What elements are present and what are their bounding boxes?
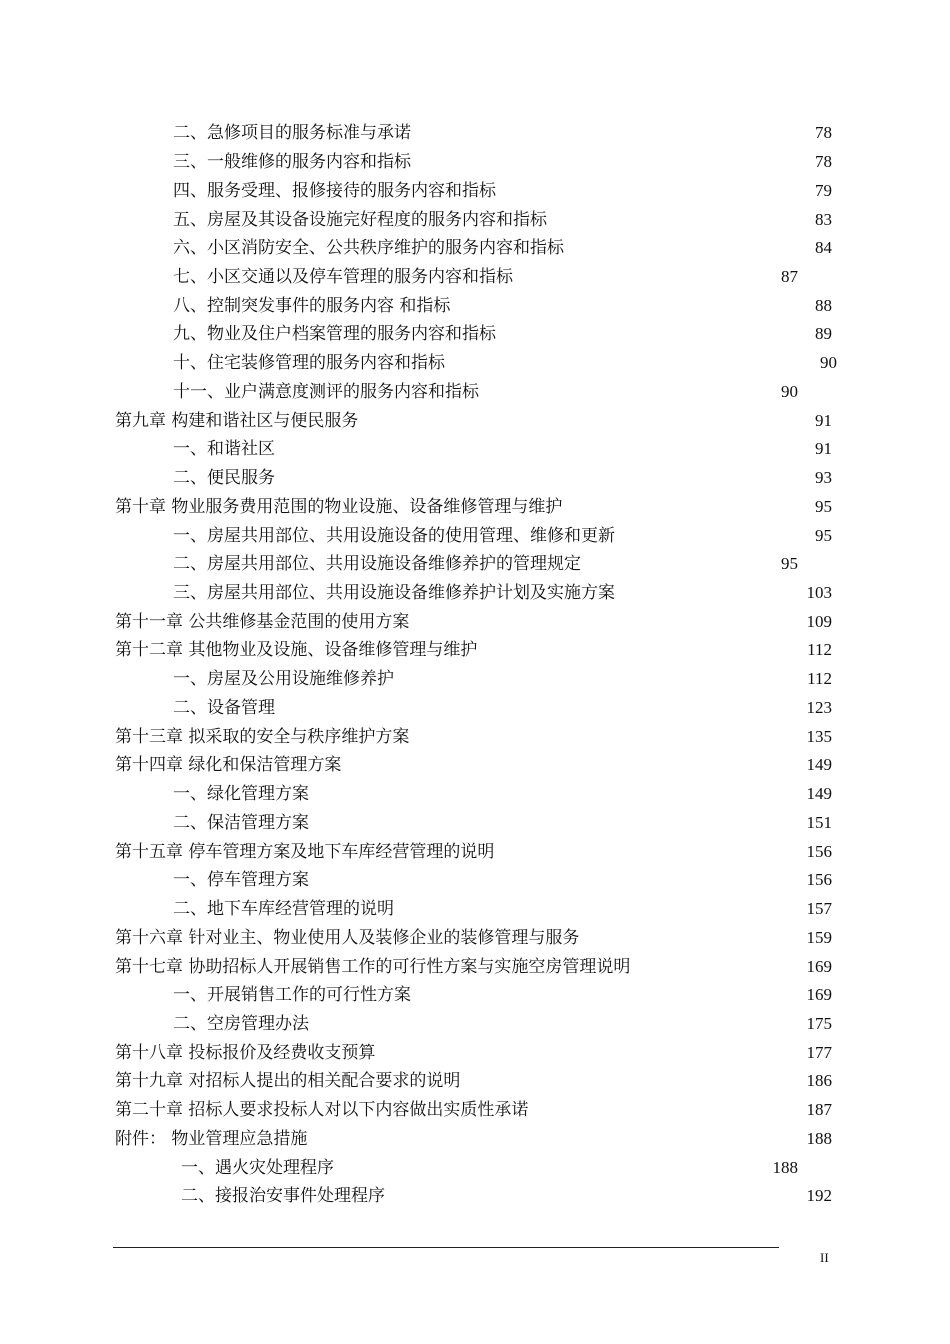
toc-entry-page: 135 [806, 727, 832, 746]
toc-entry[interactable] [0, 579, 950, 607]
toc-entry-title: 二、空房管理办法 [173, 1014, 309, 1034]
toc-entry-page: 149 [806, 755, 832, 774]
toc-entry-title: 第十一章 公共维修基金范围的使用方案 [115, 612, 410, 632]
toc-entry-page: 95 [815, 526, 832, 545]
toc-entry[interactable] [0, 895, 950, 923]
toc-entry-title: 十一、业户满意度测评的服务内容和指标 [173, 382, 479, 402]
toc-entry-page: 177 [806, 1043, 832, 1062]
toc-entry-page: 84 [815, 238, 832, 257]
toc-entry-title: 三、房屋共用部位、共用设施设备维修养护计划及实施方案 [173, 583, 615, 603]
toc-entry-title: 第十九章 对招标人提出的相关配合要求的说明 [115, 1071, 461, 1091]
toc-entry-page: 169 [806, 957, 832, 976]
toc-entry[interactable] [0, 636, 950, 664]
toc-entry[interactable] [0, 694, 950, 722]
toc-entry[interactable] [0, 435, 950, 463]
toc-entry[interactable] [0, 780, 950, 808]
toc-entry-page: 112 [807, 640, 832, 659]
toc-entry[interactable] [0, 119, 950, 147]
toc-entry[interactable] [0, 263, 950, 291]
toc-entry-title: 九、物业及住户档案管理的服务内容和指标 [173, 324, 496, 344]
toc-entry-page: 112 [807, 669, 832, 688]
toc-entry-page: 90 [820, 353, 837, 372]
toc-entry[interactable] [0, 292, 950, 320]
toc-entry-title: 八、控制突发事件的服务内容 和指标 [173, 296, 451, 316]
toc-entry-title: 二、接报治安事件处理程序 [181, 1186, 385, 1206]
page-number: II [820, 1250, 829, 1265]
toc-entry[interactable] [0, 234, 950, 262]
toc-entry-page: 90 [781, 382, 798, 401]
toc-entry-page: 169 [806, 985, 832, 1004]
toc-entry-page: 188 [772, 1158, 798, 1177]
toc-entry-page: 83 [815, 210, 832, 229]
toc-entry-page: 78 [815, 152, 832, 171]
toc-entry-page: 103 [806, 583, 832, 602]
toc-entry-title: 一、房屋及公用设施维修养护 [173, 669, 394, 689]
toc-entry-page: 78 [815, 123, 832, 142]
toc-entry-title: 第十六章 针对业主、物业使用人及装修企业的装修管理与服务 [115, 928, 580, 948]
toc-entry-title: 一、遇火灾处理程序 [181, 1158, 334, 1178]
toc-entry-page: 95 [781, 554, 798, 573]
toc-entry-title: 二、房屋共用部位、共用设施设备维修养护的管理规定 [173, 554, 581, 574]
toc-entry-page: 192 [806, 1186, 832, 1205]
toc-entry[interactable] [0, 1010, 950, 1038]
toc-entry-page: 89 [815, 324, 832, 343]
toc-entry-page: 79 [815, 181, 832, 200]
toc-entry[interactable] [0, 1067, 950, 1095]
toc-entry-page: 187 [806, 1100, 832, 1119]
toc-entry[interactable] [0, 464, 950, 492]
toc-entry-page: 159 [806, 928, 832, 947]
toc-entry-page: 188 [806, 1129, 832, 1148]
toc-entry-page: 157 [806, 899, 832, 918]
toc-entry-title: 一、房屋共用部位、共用设施设备的使用管理、维修和更新 [173, 526, 615, 546]
toc-entry[interactable] [0, 349, 950, 377]
toc-entry-title: 二、便民服务 [173, 468, 275, 488]
toc-entry-title: 二、保洁管理方案 [173, 813, 309, 833]
toc-entry[interactable] [0, 1039, 950, 1067]
toc-entry-page: 91 [815, 439, 832, 458]
toc-entry-page: 93 [815, 468, 832, 487]
toc-entry-title: 第十四章 绿化和保洁管理方案 [115, 755, 342, 775]
toc-entry[interactable] [0, 838, 950, 866]
toc-entry[interactable] [0, 206, 950, 234]
toc-entry[interactable] [0, 751, 950, 779]
toc-entry[interactable] [0, 522, 950, 550]
toc-entry[interactable] [0, 723, 950, 751]
toc-entry-title: 第十章 物业服务费用范围的物业设施、设备维修管理与维护 [115, 497, 563, 517]
toc-entry-title: 第十七章 协助招标人开展销售工作的可行性方案与实施空房管理说明 [115, 957, 631, 977]
toc-entry-title: 五、房屋及其设备设施完好程度的服务内容和指标 [173, 210, 547, 230]
toc-entry-page: 87 [781, 267, 798, 286]
toc-entry-title: 十、住宅装修管理的服务内容和指标 [173, 353, 445, 373]
toc-entry-page: 123 [806, 698, 832, 717]
toc-entry-title: 第十八章 投标报价及经费收支预算 [115, 1043, 376, 1063]
toc-entry[interactable] [0, 981, 950, 1009]
toc-entry[interactable] [0, 1125, 950, 1153]
toc-entry-title: 一、停车管理方案 [173, 870, 309, 890]
toc-entry-title: 三、一般维修的服务内容和指标 [173, 152, 411, 172]
toc-entry[interactable] [0, 1154, 950, 1182]
toc-entry[interactable] [0, 953, 950, 981]
toc-entry[interactable] [0, 320, 950, 348]
toc-entry-title: 一、绿化管理方案 [173, 784, 309, 804]
toc-entry-page: 95 [815, 497, 832, 516]
toc-entry-title: 二、设备管理 [173, 698, 275, 718]
toc-entry-title: 第十五章 停车管理方案及地下车库经营管理的说明 [115, 842, 495, 862]
toc-entry-title: 第十二章 其他物业及设施、设备维修管理与维护 [115, 640, 478, 660]
toc-entry[interactable] [0, 866, 950, 894]
toc-entry-title: 二、急修项目的服务标准与承诺 [173, 123, 411, 143]
toc-entry-page: 91 [815, 411, 832, 430]
toc-entry[interactable] [0, 177, 950, 205]
toc-entry-title: 一、和谐社区 [173, 439, 275, 459]
toc-entry[interactable] [0, 1182, 950, 1210]
toc-entry-title: 七、小区交通以及停车管理的服务内容和指标 [173, 267, 513, 287]
footer-divider [113, 1247, 779, 1248]
toc-entry-title: 附件： 物业管理应急措施 [115, 1129, 308, 1149]
toc-entry-page: 156 [806, 870, 832, 889]
toc-entry[interactable] [0, 665, 950, 693]
toc-entry-title: 六、小区消防安全、公共秩序维护的服务内容和指标 [173, 238, 564, 258]
toc-entry[interactable] [0, 378, 950, 406]
toc-entry-title: 第九章 构建和谐社区与便民服务 [115, 411, 359, 431]
toc-entry[interactable] [0, 809, 950, 837]
toc-entry-title: 第十三章 拟采取的安全与秩序维护方案 [115, 727, 410, 747]
toc-entry-title: 四、服务受理、报修接待的服务内容和指标 [173, 181, 496, 201]
toc-entry-page: 149 [806, 784, 832, 803]
toc-entry[interactable] [0, 148, 950, 176]
toc-entry-title: 第二十章 招标人要求投标人对以下内容做出实质性承诺 [115, 1100, 529, 1120]
toc-entry[interactable] [0, 493, 950, 521]
toc-entry-page: 109 [806, 612, 832, 631]
toc-entry-page: 88 [815, 296, 832, 315]
toc-entry-page: 175 [806, 1014, 832, 1033]
toc-entry-page: 156 [806, 842, 832, 861]
toc-entry-title: 一、开展销售工作的可行性方案 [173, 985, 411, 1005]
toc-entry-title: 二、地下车库经营管理的说明 [173, 899, 394, 919]
toc-entry[interactable] [0, 1096, 950, 1124]
toc-entry[interactable] [0, 924, 950, 952]
toc-entry[interactable] [0, 407, 950, 435]
toc-entry[interactable] [0, 608, 950, 636]
toc-entry-page: 151 [806, 813, 832, 832]
toc-entry[interactable] [0, 550, 950, 578]
toc-entry-page: 186 [806, 1071, 832, 1090]
